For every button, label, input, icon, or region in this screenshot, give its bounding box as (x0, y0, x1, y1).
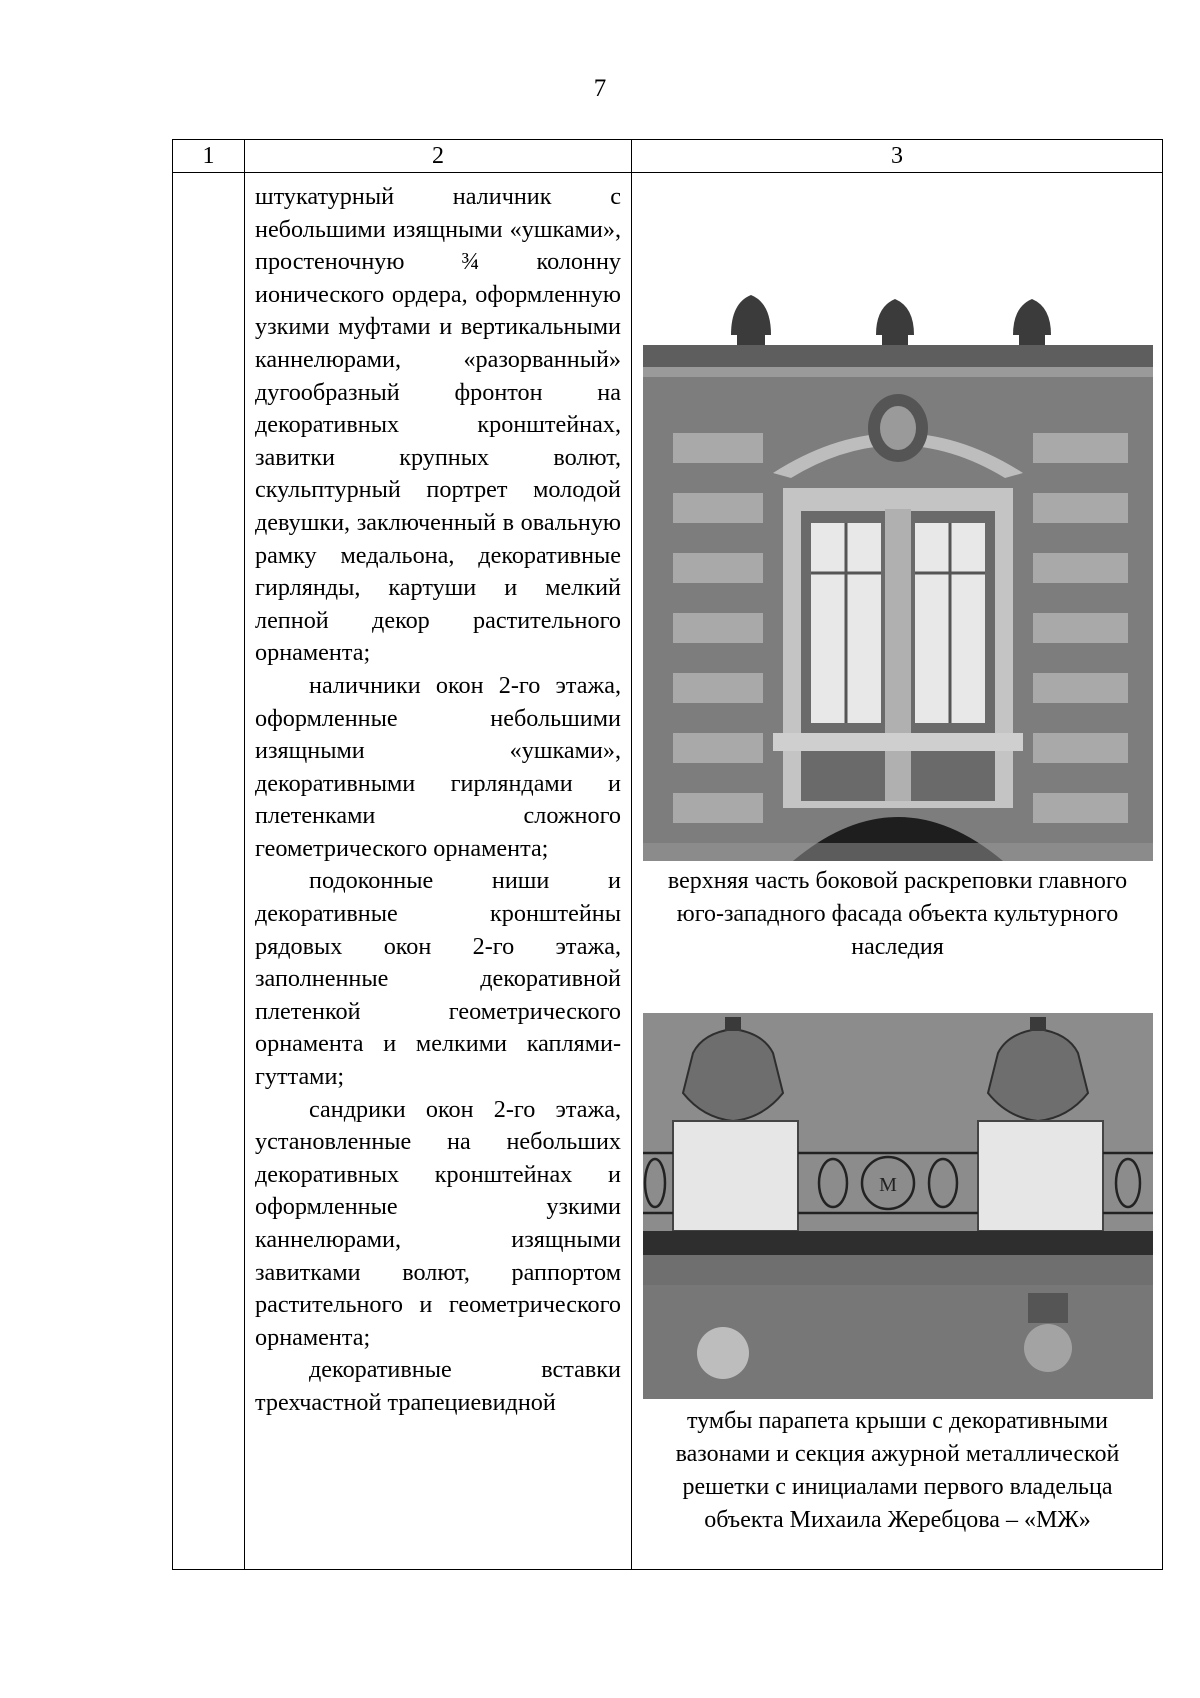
column-header-1: 1 (173, 140, 245, 173)
table-row (173, 173, 1163, 1570)
column-header-3: 3 (632, 140, 1163, 173)
column-header-2: 2 (245, 140, 632, 173)
figure-1-caption: верхняя часть боковой раскреповки главного юго-западного фасада объекта культурного наследия (667, 868, 1128, 960)
table-header-row (173, 140, 1163, 173)
facade-photo (643, 273, 1153, 861)
row-number-cell (173, 173, 245, 1570)
svg-text:M: M (878, 1174, 897, 1196)
description-cell (245, 173, 632, 1570)
description-paragraph-4: сандрики окон 2-го этажа, установленные на небольших декоративных кронштейнах и оформленные узкими каннелюрами, изящными завитками волют, раппортом растительного и геометрического орнамента; (255, 1095, 621, 1351)
parapet-photo (643, 1013, 1153, 1399)
description-paragraph-2: наличники окон 2-го этажа, оформленные небольшими изящными «ушками», декоративными гирляндами и плетенками сложного геометрического орнамента; (255, 671, 621, 862)
heritage-table (172, 139, 1163, 1570)
figure-facade (632, 273, 1163, 964)
photo-cell (632, 173, 1163, 1570)
figure-2-caption: тумбы парапета крыши с декоративными вазонами и секция ажурной металлической решетки с инициалами первого владельца объекта Михаила Жеребцова – «МЖ» (675, 1408, 1120, 1533)
description-paragraph-3: подоконные ниши и декоративные кронштейны рядовых окон 2-го этажа, заполненные декоративной плетенкой геометрического орнамента и мелкими каплями-гуттами; (255, 867, 621, 1091)
description-paragraph-5: декоративные вставки трехчастной трапециевидной (255, 1356, 621, 1416)
description-paragraph-1: штукатурный наличник с небольшими изящными «ушками», простеночную ¾ колонну ионического ордера, оформленную узкими муфтами и вертикальными каннелюрами, «разорванный» дугообразный фронтон на декоративных кронштейнах, завитки крупных волют, скульптурный портрет молодой девушки, заключенный в овальную рамку медальона, декоративные гирлянды, картуши и мелкий лепной декор растительного орнамента; (255, 183, 621, 667)
page-number: 7 (593, 75, 607, 102)
figure-parapet (632, 1013, 1163, 1537)
